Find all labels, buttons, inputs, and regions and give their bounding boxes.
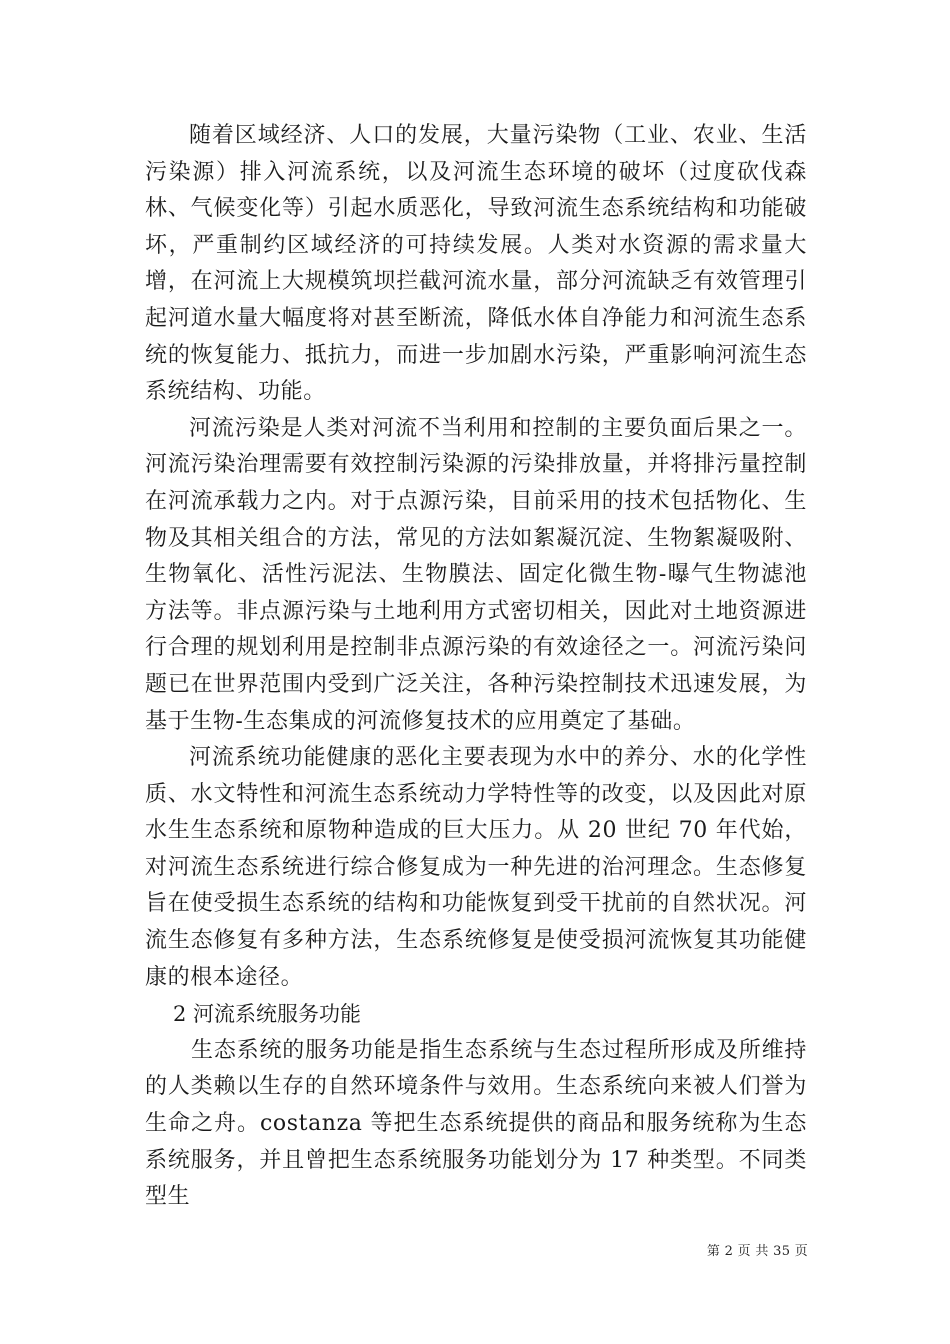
page-number-footer: 第 2 页 共 35 页 [706, 1244, 808, 1259]
paragraph-river-pollution-causes: 随着区域经济、人口的发展，大量污染物（工业、农业、生活污染源）排入河流系统，以及河流生态环境的破坏（过度砍伐森林、气候变化等）引起水质恶化，导致河流生态系统结构和功能破坏，严重制约区域经济的可持续发展。人类对水资源的需求量大增，在河流上大规模筑坝拦截河流水量，部分河流缺乏有效管理引起河道水量大幅度将对甚至断流，降低水体自净能力和河流生态系统的恢复能力、抵抗力，而进一步加剧水污染，严重影响河流生态系统结构、功能。 [145, 123, 807, 405]
paragraph-ecological-restoration: 河流系统功能健康的恶化主要表现为水中的养分、水的化学性质、水文特性和河流生态系统动力学特性等的改变，以及因此对原水生生态系统和原物种造成的巨大压力。从 20 世纪 70 年代始，对河流生态系统进行综合修复成为一种先进的治河理念。生态修复旨在使受损生态系统的结构和功能恢复到受干扰前的自然状况。河流生态修复有多种方法，生态系统修复是使受损河流恢复其功能健康的根本途径。 [145, 745, 807, 990]
document-page [145, 118, 807, 1216]
section-heading: 2 河流系统服务功能 [173, 1002, 362, 1027]
paragraph-pollution-control: 河流污染是人类对河流不当利用和控制的主要负面后果之一。河流污染治理需要有效控制污染源的污染排放量，并将排污量控制在河流承载力之内。对于点源污染，目前采用的技术包括物化、生物及其相关组合的方法，常见的方法如絮凝沉淀、生物絮凝吸附、生物氧化、活性污泥法、生物膜法、固定化微生物-曝气生物滤池方法等。非点源污染与土地利用方式密切相关，因此对土地资源进行合理的规划利用是控制非点源污染的有效途径之一。河流污染问题已在世界范围内受到广泛关注，各种污染控制技术迅速发展，为基于生物-生态集成的河流修复技术的应用奠定了基础。 [145, 415, 807, 734]
paragraph-ecosystem-services: 生态系统的服务功能是指生态系统与生态过程所形成及所维持的人类赖以生存的自然环境条件与效用。生态系统向来被人们誉为生命之舟。costanza 等把生态系统提供的商品和服务统称为生态系统服务，并且曾把生态系统服务功能划分为 17 种类型。不同类型生 [145, 1037, 807, 1210]
